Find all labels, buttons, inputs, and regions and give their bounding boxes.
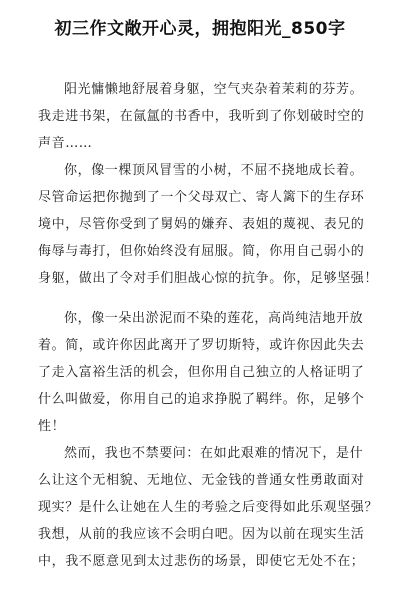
paragraph-3 <box>38 305 372 440</box>
text-line: 你，像一朵出淤泥而不染的莲花，高尚纯洁地开放 <box>64 311 364 326</box>
text-line: 声音…… <box>38 136 93 151</box>
text-line: 境中，尽管你受到了舅妈的嫌弃、表姐的蔑视、表兄的 <box>38 217 365 232</box>
paragraph-2 <box>38 157 379 292</box>
paragraph-4 <box>38 440 379 575</box>
text-line: 了走入富裕生活的机会，但你用自己独立的人格证明了 <box>38 365 365 380</box>
text-line: 然而，我也不禁要问：在如此艰难的情况下，是什 <box>64 446 364 461</box>
text-line: 么让这个无相貌、无地位、无金钱的普通女性勇敢面对 <box>38 473 365 488</box>
text-line: 侮辱与毒打，但你始终没有屈服。简，你用自己弱小的 <box>38 244 365 259</box>
text-line: 中，我不愿意见到太过悲伤的场景，即使它无处不在； <box>38 554 365 569</box>
text-line: 什么叫做爱，你用自己的追求挣脱了羁绊。你，足够个 <box>38 392 365 407</box>
text-line: 我走进书架，在氤氲的书香中，我听到了你划破时空的 <box>38 109 365 124</box>
paragraph-1 <box>38 76 372 157</box>
text-line: 现实？是什么让她在人生的考验之后变得如此乐观坚强？ <box>38 500 379 515</box>
text-line: 尽管命运把你抛到了一个父母双亡、寄人篱下的生存环 <box>38 190 365 205</box>
article-body <box>38 76 379 575</box>
text-line: 我想，从前的我应该不会明白吧。因为以前在现实生活 <box>38 527 365 542</box>
text-line: 性！ <box>38 419 66 434</box>
text-line: 着。简，或许你因此离开了罗切斯特，或许你因此失去 <box>38 338 365 353</box>
page-title: 初三作文敞开心灵，拥抱阳光_850字 <box>54 19 346 39</box>
text-line: 阳光慵懒地舒展着身躯，空气夹杂着茉莉的芬芳。 <box>64 82 364 97</box>
text-line: 你，像一棵顶风冒雪的小树，不屈不挠地成长着。 <box>64 163 364 178</box>
text-line: 身躯，做出了令对手们胆战心惊的抗争。你，足够坚强！ <box>38 271 379 286</box>
paragraph-gap <box>38 292 372 305</box>
